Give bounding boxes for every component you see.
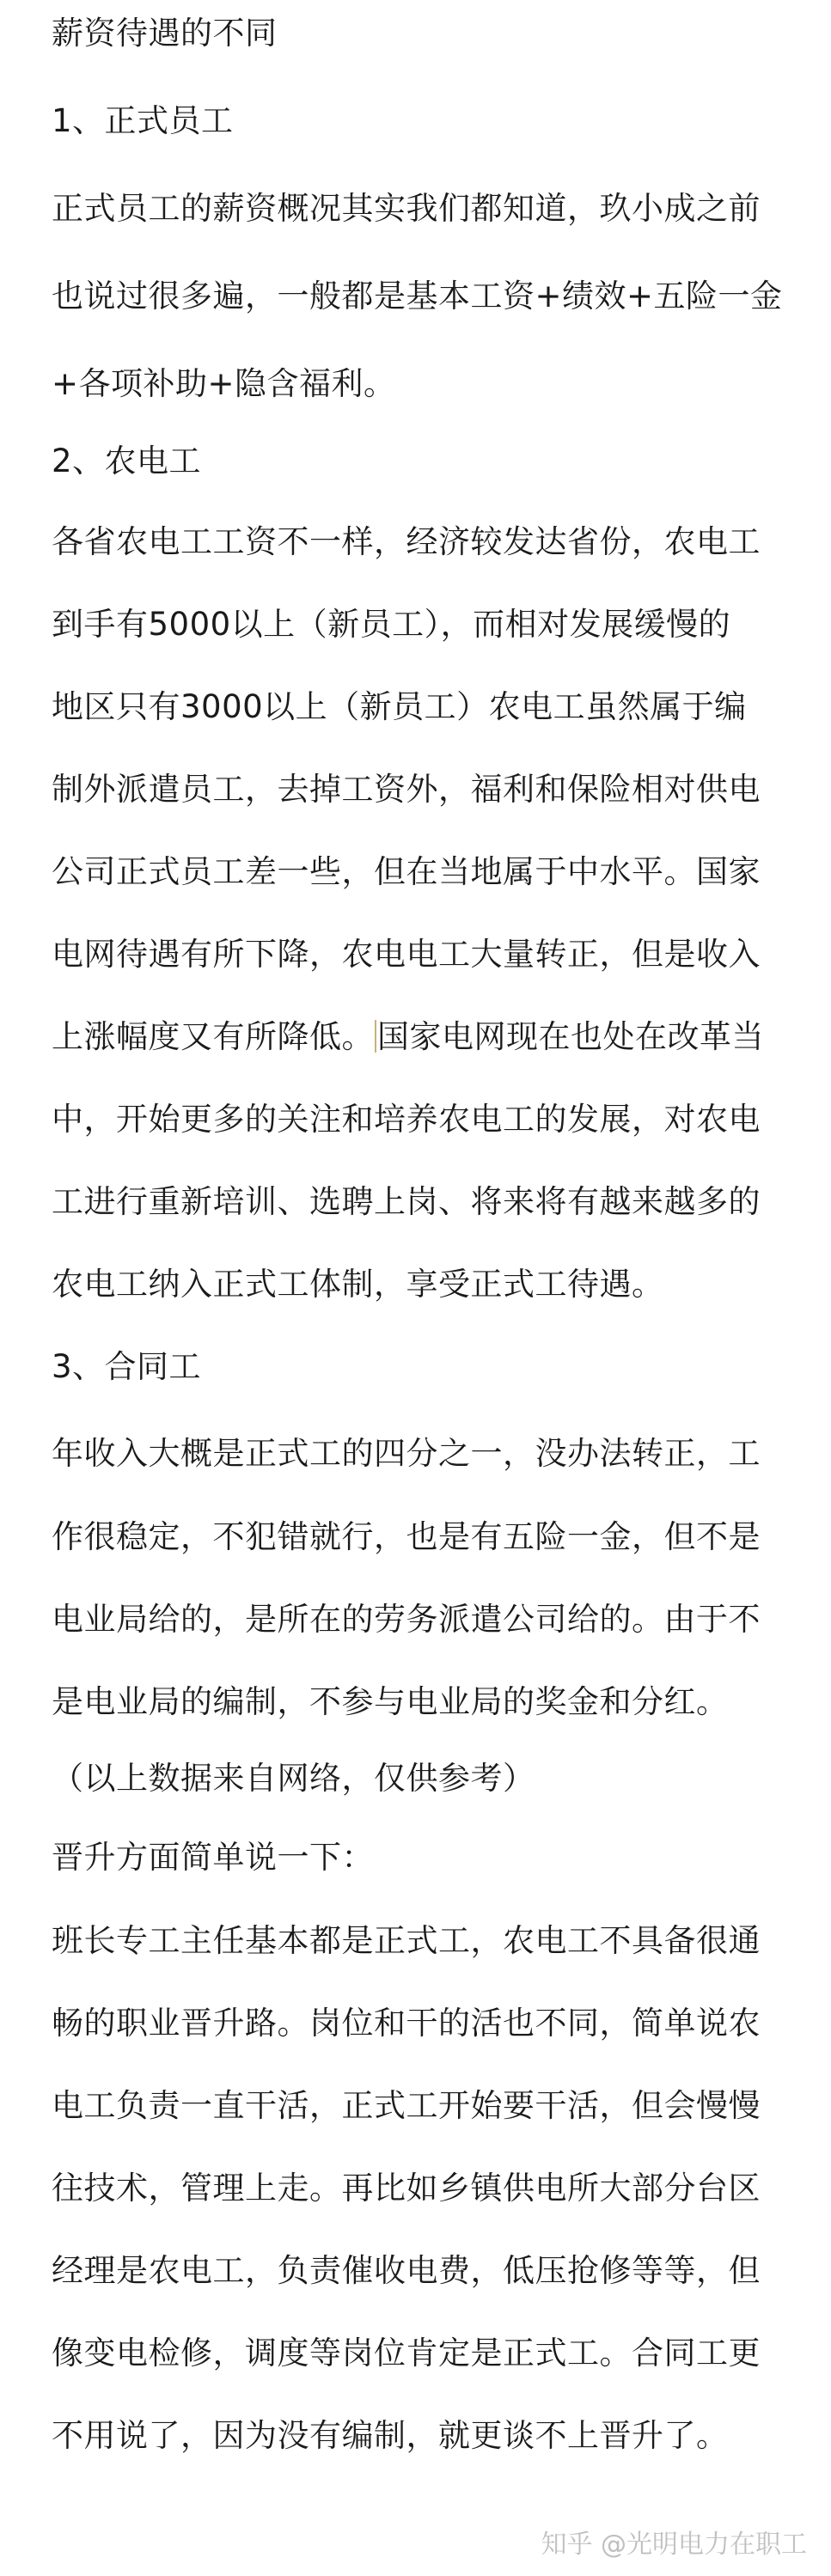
- paragraph-line: 往技术，管理上走。再比如乡镇供电所大部分台区: [52, 2170, 761, 2207]
- paragraph-line: 各省农电工工资不一样，经济较发达省份，农电工: [52, 523, 761, 560]
- paragraph-line: 工进行重新培训、选聘上岗、将来将有越来越多的: [52, 1183, 761, 1220]
- paragraph-line: 到手有5000以上（新员工），而相对发展缓慢的: [52, 606, 731, 643]
- promotion-heading: 晋升方面简单说一下：: [52, 1839, 374, 1876]
- paragraph-line: 也说过很多遍，一般都是基本工资+绩效+五险一金: [52, 278, 783, 314]
- paragraph-line: 电工负责一直干活，正式工开始要干活，但会慢慢: [52, 2087, 761, 2124]
- paragraph-line: 电网待遇有所下降，农电电工大量转正，但是收入: [52, 936, 761, 973]
- article-title: 薪资待遇的不同: [52, 15, 278, 52]
- paragraph-line: 班长专工主任基本都是正式工，农电工不具备很通: [52, 1922, 761, 1959]
- paragraph-line: 地区只有3000以上（新员工）农电工虽然属于编: [52, 688, 747, 725]
- paragraph-line: 像变电检修，调度等岗位肯定是正式工。合同工更: [52, 2335, 761, 2372]
- section-heading-rural-electrician: 2、农电工: [52, 443, 202, 479]
- paragraph-line: 公司正式员工差一些，但在当地属于中水平。国家: [52, 853, 761, 890]
- paragraph-line: 经理是农电工，负责催收电费，低压抢修等等，但: [52, 2252, 761, 2289]
- paragraph-line: 电业局给的，是所在的劳务派遣公司给的。由于不: [52, 1601, 761, 1638]
- paragraph-line: 正式员工的薪资概况其实我们都知道，玖小成之前: [52, 190, 761, 227]
- paragraph-line: 制外派遣员工，去掉工资外，福利和保险相对供电: [52, 771, 761, 808]
- paragraph-segment: 国家电网现在也处在改革当: [377, 1018, 764, 1055]
- section-heading-regular-staff: 1、正式员工: [52, 102, 234, 139]
- zhihu-watermark: 知乎 @光明电力在职工: [541, 2530, 807, 2560]
- paragraph-line: 中，开始更多的关注和培养农电工的发展，对农电: [52, 1101, 761, 1138]
- paragraph-line: 不用说了，因为没有编制，就更谈不上晋升了。: [52, 2417, 729, 2454]
- paragraph-line: 畅的职业晋升路。岗位和干的活也不同，简单说农: [52, 2005, 761, 2042]
- paragraph-line: 农电工纳入正式工体制，享受正式工待遇。: [52, 1266, 664, 1303]
- paragraph-line: 作很稳定，不犯错就行，也是有五险一金，但不是: [52, 1518, 761, 1555]
- section-heading-contract-worker: 3、合同工: [52, 1348, 202, 1385]
- paragraph-line: +各项补助+隐含福利。: [52, 365, 396, 402]
- text-cursor: [375, 1020, 376, 1053]
- source-note: （以上数据来自网络，仅供参考）: [52, 1760, 535, 1797]
- paragraph-line: 是电业局的编制，不参与电业局的奖金和分红。: [52, 1683, 729, 1720]
- paragraph-segment: 上涨幅度又有所降低。: [52, 1018, 374, 1055]
- paragraph-line: 年收入大概是正式工的四分之一，没办法转正，工: [52, 1435, 761, 1472]
- paragraph-line: [52, 1016, 764, 1059]
